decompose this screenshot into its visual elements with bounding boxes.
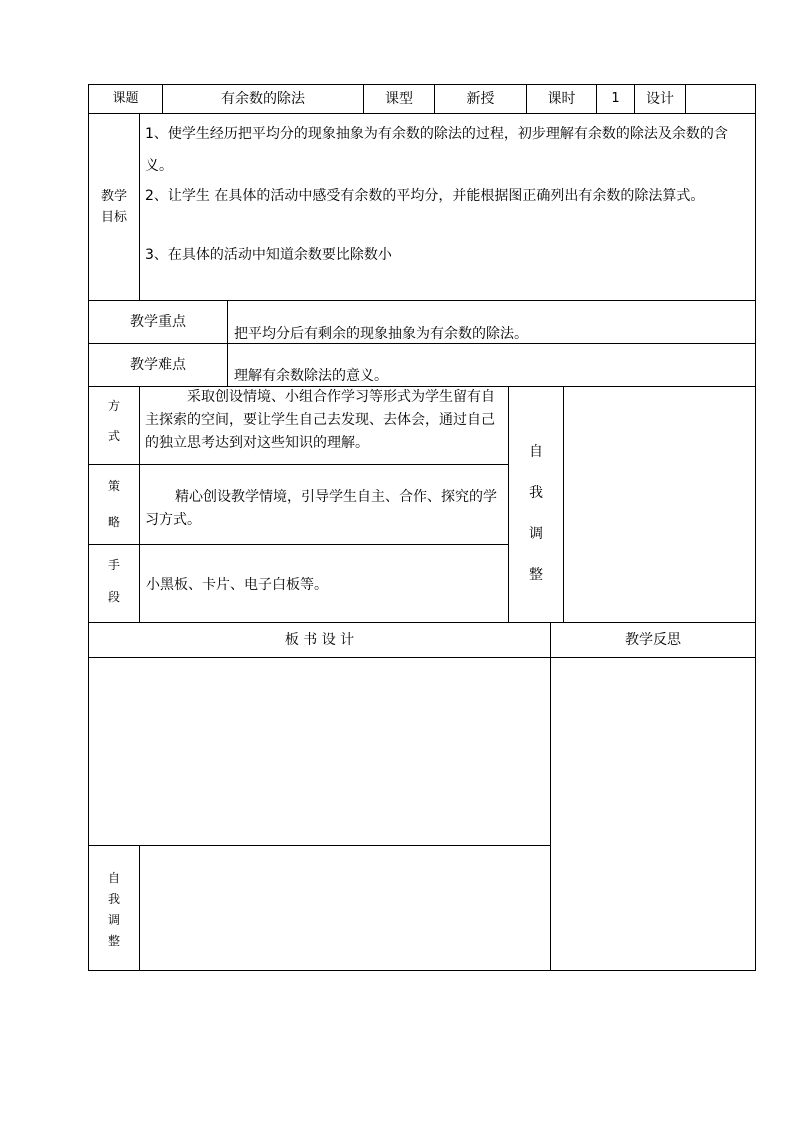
board-header-divider: [88, 657, 756, 658]
strategy-label-char: 策: [107, 479, 120, 493]
key-point-value: 把平均分后有剩余的现象抽象为有余数的除法。: [234, 326, 528, 342]
means-text: 小黑板、卡片、电子白板等。: [146, 577, 328, 593]
self-adjust-char: 自: [529, 444, 543, 460]
board-self-adjust-divider: [88, 845, 551, 846]
table-border-right: [755, 84, 756, 971]
objectives-label-line1: 教学: [100, 189, 127, 204]
self-adjust-char: 我: [529, 485, 543, 501]
methods-bottom-divider: [88, 622, 756, 623]
design-label: 设计: [646, 91, 674, 107]
strategy-text: 精心创设教学情境，引导学生自主、合作、探究的学习方式。: [145, 489, 497, 528]
strategy-row-divider: [88, 544, 509, 545]
board-design-label: 板 书 设 计: [284, 632, 355, 648]
mode-label: [89, 397, 139, 444]
methods-self-adjust-label: [509, 432, 563, 596]
topic-value: 有余数的除法: [221, 91, 305, 107]
class-hours-label: 课时: [547, 91, 576, 107]
class-hours-value: 1: [611, 91, 620, 106]
methods-right-col-divider: [563, 386, 564, 623]
board-self-adjust-col-divider: [139, 845, 140, 971]
mode-label-char: 式: [107, 429, 120, 443]
board-col-divider: [550, 622, 551, 971]
means-label-char: 手: [107, 558, 120, 572]
lesson-type-value: 新授: [466, 91, 495, 107]
objectives-row-divider: [88, 300, 756, 301]
board-self-adjust-label: [89, 868, 139, 952]
lesson-type-label: 课型: [385, 91, 413, 107]
strategy-label: [89, 477, 139, 530]
key-point-label: 教学重点: [130, 314, 186, 330]
self-adjust-char: 整: [107, 934, 120, 948]
header-col-divider: [685, 84, 686, 113]
difficulty-label: 教学难点: [130, 357, 186, 373]
self-adjust-char: 我: [107, 892, 120, 906]
header-row-divider: [88, 113, 756, 114]
objectives-col-divider: [139, 113, 140, 301]
mode-label-char: 方: [107, 399, 120, 413]
methods-left-col-divider: [139, 386, 140, 623]
topic-label: 课题: [112, 91, 139, 106]
strategy-label-char: 略: [107, 515, 120, 529]
self-adjust-char: 整: [529, 567, 543, 583]
self-adjust-char: 调: [107, 913, 120, 927]
objectives-label-line2: 目标: [100, 210, 127, 225]
objective-item-2: 2、让学生 在具体的活动中感受有余数的平均分，并能根据图正确列出有余数的除法算式。: [145, 188, 705, 204]
self-adjust-char: 自: [107, 871, 120, 885]
self-adjust-char: 调: [529, 526, 543, 542]
table-border-top: [88, 84, 756, 85]
difficulty-value: 理解有余数除法的意义。: [234, 368, 388, 384]
table-border-bottom: [88, 970, 756, 971]
mode-text: 采取创设情境、小组合作学习等形式为学生留有自主探索的空间，要让学生自己去发现、去体会，通过自己的独立思考达到对这些知识的理解。: [145, 389, 495, 451]
objective-item-3: 3、在具体的活动中知道余数要比除数小: [145, 247, 392, 263]
means-label-char: 段: [107, 590, 120, 604]
means-label: [89, 556, 139, 605]
objective-item-1: 1、使学生经历把平均分的现象抽象为有余数的除法的过程，初步理解有余数的除法及余数的含义。: [145, 126, 728, 174]
reflection-label: 教学反思: [625, 632, 681, 648]
mode-row-divider: [88, 464, 509, 465]
